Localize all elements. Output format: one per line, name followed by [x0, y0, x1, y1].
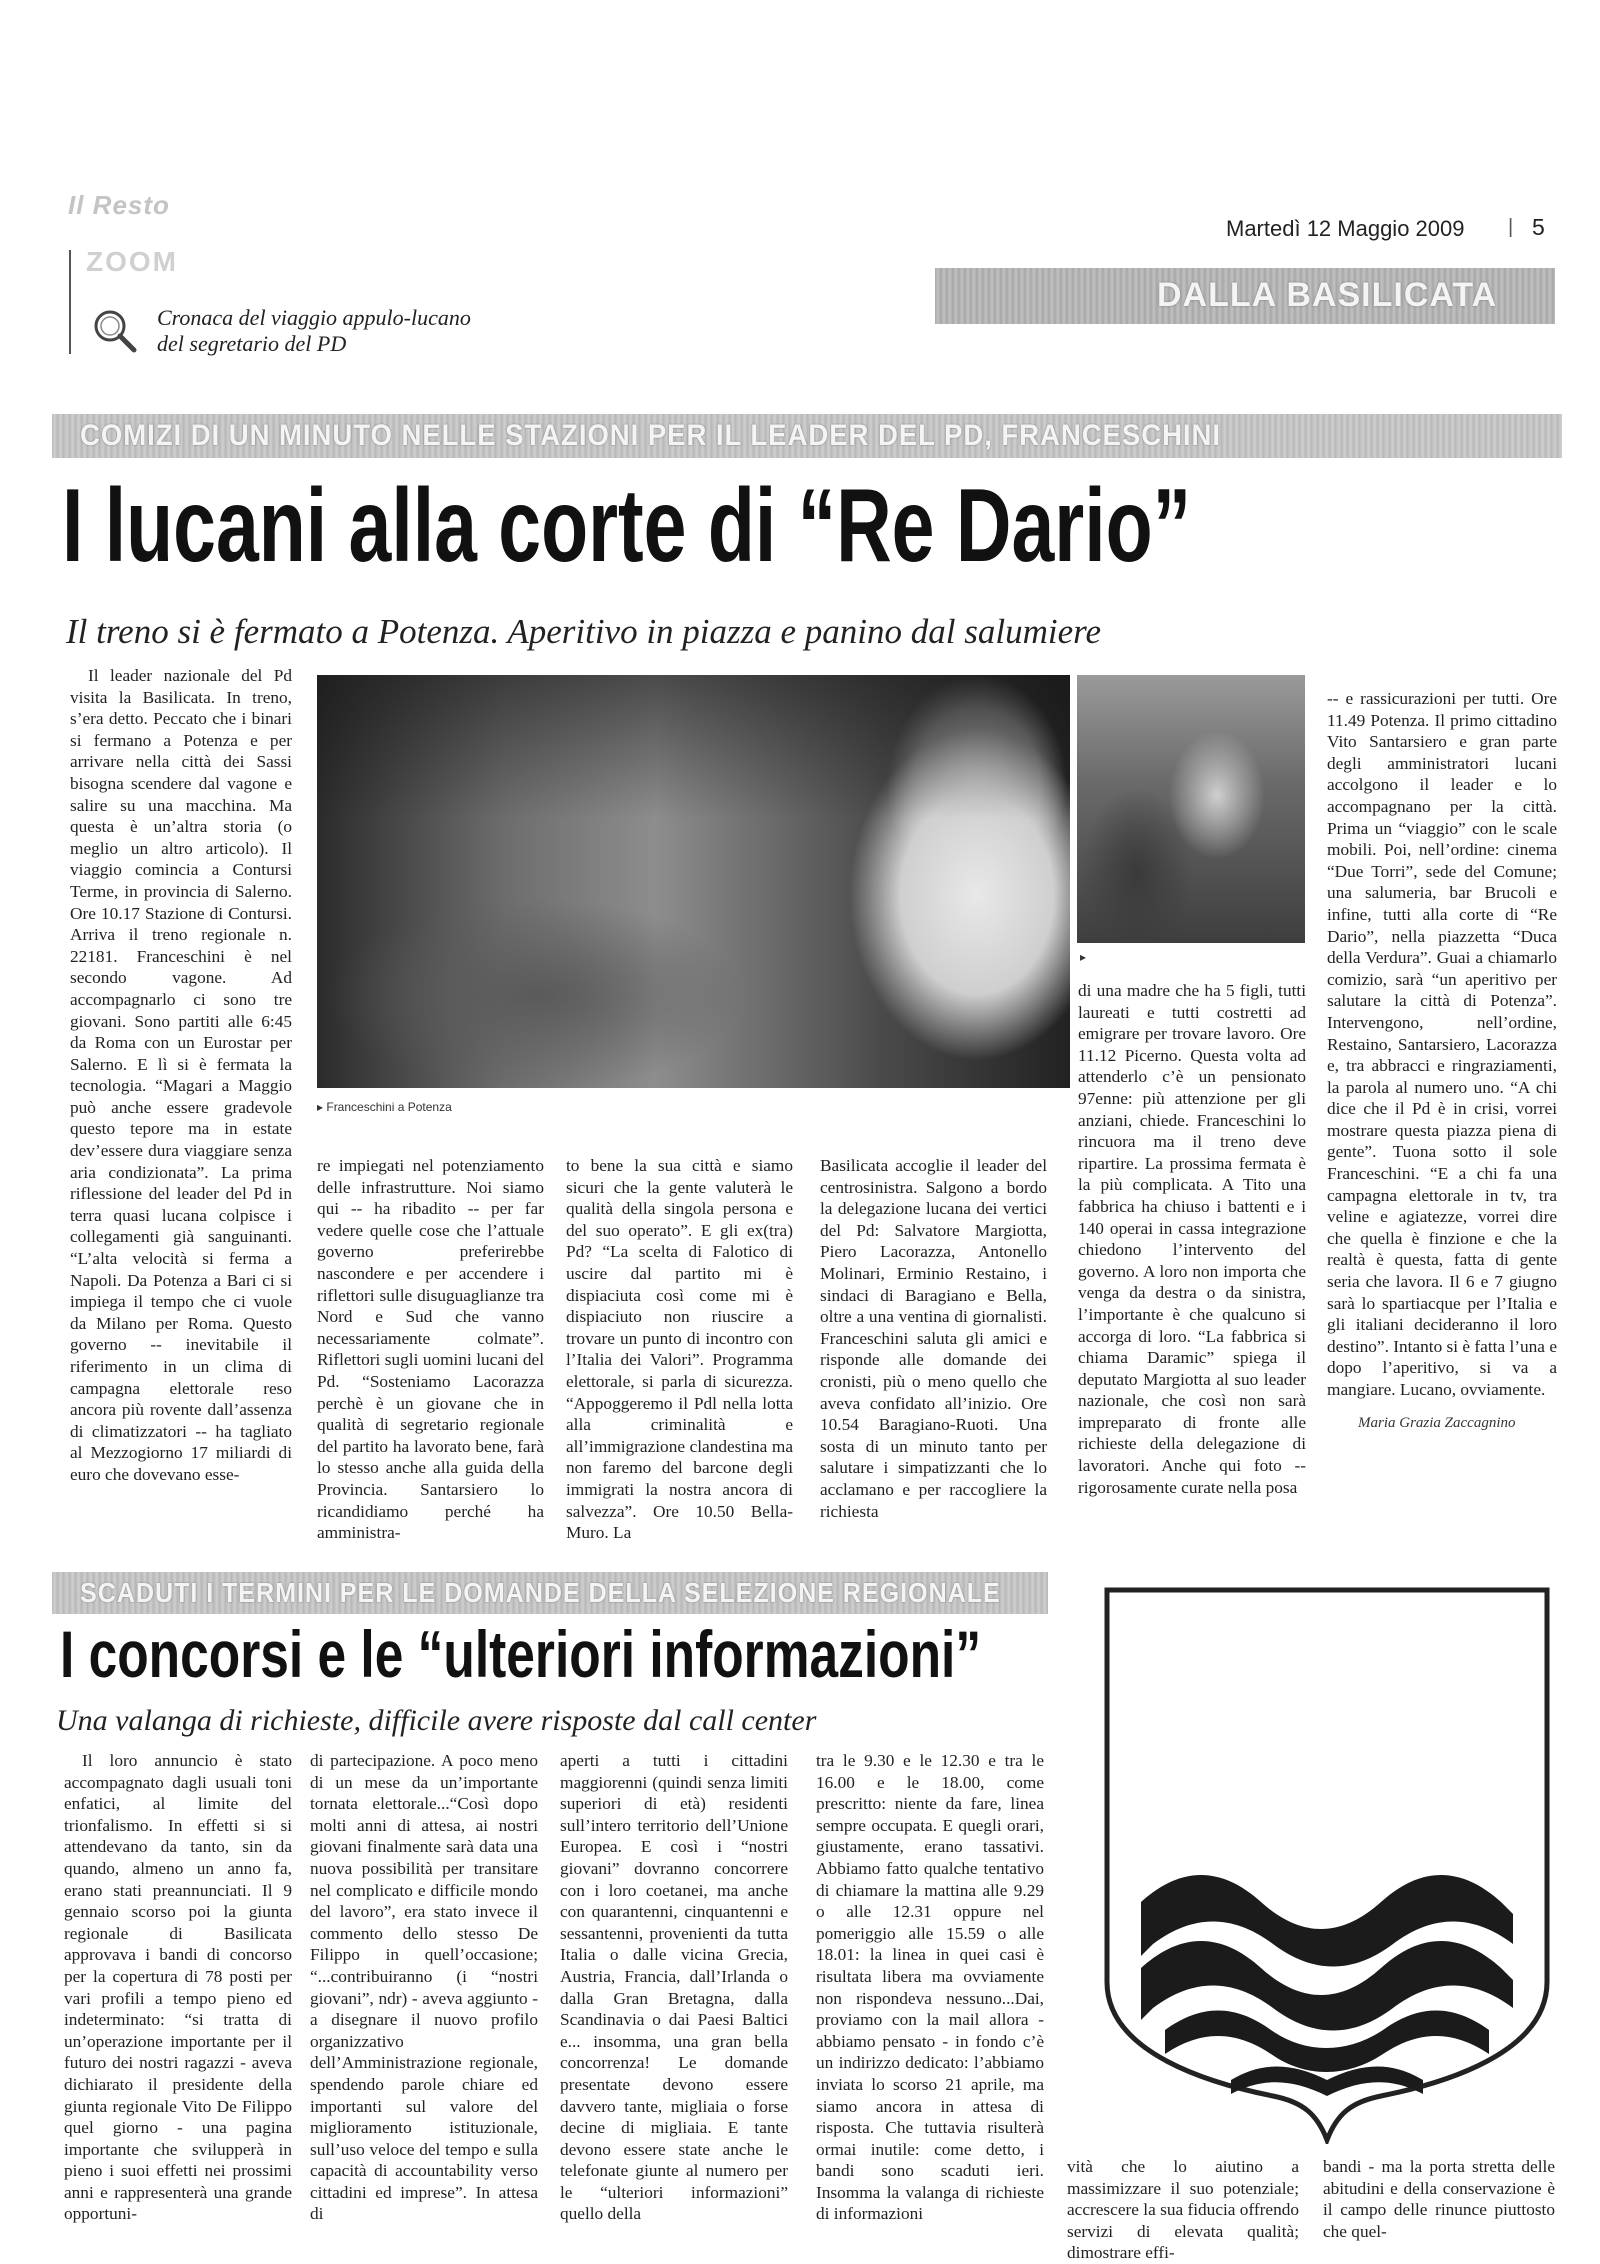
zoom-label: ZOOM [86, 246, 178, 277]
article2-col2-text: di partecipazione. A poco meno di un mese da un’importante tornata elettorale...“Così dopo molti anni di attesa, ai nostri giovani finalmente sarà data una nuova possibilità per transitare nel complicato e difficile mondo del lavoro”, era stato invece il commento dello stesso De Filippo in quell’occasione; “...contribuiranno (i “nostri giovani”, ndr) - aveva aggiunto - a disegnare il nuovo profilo organizzativo dell’Amministrazione regionale, spendendo parole chiare ed importanti sul valore del miglioramento istituzionale, sull’uso veloce del tempo e sulla capacità di accountability verso cittadini ed imprese”. In attesa di [310, 1751, 538, 2224]
zoom-summary-line1: Cronaca del viaggio appulo-lucano [157, 305, 471, 330]
article1-col3-text: to bene la sua città e siamo sicuri che la gente valuterà le qualità della singola persona e del suo operato”. E gli ex(tra) Pd? “La scelta di Falotico di uscire dal partito mi è dispiaciuta così come mi è dispiaciuto non riuscire a trovare un punto di incontro con l’Italia dei Valori”. Programma elettorale, si parla di sicurezza. “Appoggeremo il Pdl nella lotta alla criminalità e all’immigrazione clandestina ma non faremo del barcone degli immigrati la nostra ancora di salvezza”. Ore 10.50 Bella-Muro. La [566, 1156, 793, 1543]
article2-col3-text: aperti a tutti i cittadini maggiorenni (quindi senza limiti superiori di età) residenti sull’intero territorio dell’Unione Europea. E così i “nostri giovani” dovranno concorrere con i loro coetanei, ma anche con quarantenni, cinquantenni e sessantenni, provenienti da tutta Italia o dalle vicina Grecia, Austria, Francia, dall’Irlanda o dalla Gran Bretagna, dalla Scandinavia o dai Paesi Baltici e... insomma, una gran bella concorrenza! Le domande presentate devono essere davvero tante, migliaia o forse decine di migliaia. E tante devono essere state anche le telefonate giunte al numero per le “ulteriori informazioni” quello della [560, 1751, 788, 2224]
article2-col1 [64, 1750, 292, 2225]
article1-col6 [1327, 688, 1557, 1401]
masthead-logo: Il Resto [68, 190, 170, 220]
article1-col5-text: di una madre che ha 5 figli, tutti laureati e tutti costretti ad emigrare per trovare lavoro. Ore 11.12 Picerno. Questa volta ad attenderlo c’è un pensionato 97enne: più attenzione per gli anziani, chiede. Franceschini lo rincuora ma il treno deve ripartire. La prossima fermata è la più complicata. A Tito una fabbrica ha chiuso i battenti e i 140 operai in cassa integrazione chiedono l’intervento del governo. A loro non importa che venga da destra o da sinistra, l’importante è che qualcuno si accorga di loro. “La fabbrica si chiama Daramic” spiega il deputato Margiotta al suo leader nazionale, che così non sarà impreparato di fronte alle richieste della delegazione di lavoratori. Anche qui foto -- rigorosamente curate nella posa [1078, 981, 1306, 1497]
caption-arrow-icon: ▸ [317, 1100, 327, 1114]
article1-subheadline: Il treno si è fermato a Potenza. Aperitivo in piazza e panino dal salumiere [66, 612, 1101, 651]
article1-side-photo [1077, 675, 1305, 943]
article1-col1 [70, 665, 292, 1486]
article1-col2-text: re impiegati nel potenziamento delle infrastrutture. Noi siamo qui -- ha ribadito -- per far vedere quelle cose che l’attuale governo preferirebbe nascondere e per accendere i riflettori sulle disuguaglianze tra Nord e Sud che vanno necessariamente colmate”. Riflettori sugli uomini lucani del Pd. “Sosteniamo Lacorazza perchè è un giovane che in qualità di segretario regionale del partito ha lavorato bene, farà lo stesso anche alla guida della Provincia. Santarsiero lo ricandidiamo perché ha amministra- [317, 1156, 544, 1543]
region-emblem-icon [1101, 1584, 1553, 2144]
article2-col5 [1067, 2156, 1299, 2264]
article1-col5 [1078, 980, 1306, 1498]
masthead-separator: | [1508, 216, 1514, 238]
article1-headline: I lucani alla corte di “Re Dario” [62, 468, 1192, 584]
article1-col2 [317, 1155, 544, 1544]
article2-col1-text: Il loro annuncio è stato accompagnato dagli usuali toni enfatici, al limite del trionfalismo. In effetti si si attendevano da tanto, sin da quando, almeno un anno fa, erano stati preannunciati. Il 9 gennaio scorso poi la giunta regionale di Basilicata approvava i bandi di concorso per la copertura di 78 posti per vari profili a tempo pieno ed indeterminato: “si tratta di un’operazione importante per il futuro dei nostri ragazzi - aveva dichiarato il presidente della giunta regionale Vito De Filippo quel giorno - una pagina importante che svilupperà in pieno i suoi effetti nei prossimi anni e rappresenterà una grande opportuni- [64, 1751, 292, 2224]
article1-col4-text: Basilicata accoglie il leader del centrosinistra. Salgono a bordo la delegazione lucana dei vertici del Pd: Salvatore Margiotta, Piero Lacorazza, Antonello Molinari, Erminio Restaino, i sindaci di Baragiano e Bella, oltre a una ventina di giornalisti. Franceschini saluta gli amici e risponde alle domande dei cronisti, più o meno quello che aveva confidato all’inizio. Ore 10.54 Baragiano-Ruoti. Una sosta di un minuto tanto per salutare i simpatizzanti che lo acclamano e per raccogliere la richiesta [820, 1156, 1047, 1521]
article2-kicker: SCADUTI I TERMINI PER LE DOMANDE DELLA SELEZIONE REGIONALE [80, 1577, 1001, 1608]
masthead-date: Martedì 12 Maggio 2009 [1226, 216, 1465, 241]
article1-col1-text: Il leader nazionale del Pd visita la Basilicata. In treno, s’era detto. Peccato che i binari si fermano a Potenza e per arrivare nella città dei Sassi bisogna scendere dal vagone e salire su una macchina. Ma questa è un’altra storia (o meglio un altro articolo). Il viaggio comincia a Contursi Terme, in provincia di Salerno. Ore 10.17 Stazione di Contursi. Arriva il treno regionale n. 22181. Franceschini è nel secondo vagone. Ad accompagnarlo ci sono tre giovani. Sono partiti alle 6:45 da Roma con un Eurostar per Salerno. E lì si è fermata la tecnologia. “Magari a Maggio può anche essere gradevole questo tepore ma in estate dev’essere dura viaggiare senza aria condizionata”. La prima riflessione del leader del Pd in terra quasi lucana colpisce i collegamenti già sanguinanti. “L’alta velocità si ferma a Napoli. Da Potenza a Bari ci si impiega il tempo che ci vuole da Milano per Roma. Questo governo -- inevitabile il riferimento in un clima di campagna elettorale reso ancora più rovente dall’assenza di climatizzatori -- ha tagliato al Mezzogiorno 17 miliardi di euro che dovevano esse- [70, 666, 292, 1484]
article2-col2 [310, 1750, 538, 2225]
regional-banner [935, 268, 1555, 324]
article2-headline: I concorsi e le “ulteriori informazioni” [60, 1617, 982, 1691]
article1-photo-caption-text: Franceschini a Potenza [326, 1100, 452, 1114]
article2-col3 [560, 1750, 788, 2225]
article2-col6-text: bandi - ma la porta stretta delle abitudini e della conservazione è il campo delle rinunce piuttosto che quel- [1323, 2157, 1555, 2241]
article2-kicker-bar [52, 1572, 1048, 1614]
article1-kicker: COMIZI DI UN MINUTO NELLE STAZIONI PER IL LEADER DEL PD, FRANCESCHINI [80, 419, 1221, 452]
article2-col6 [1323, 2156, 1555, 2242]
article1-col4 [820, 1155, 1047, 1522]
article1-col6-text: -- e rassicurazioni per tutti. Ore 11.49 Potenza. Il primo cittadino Vito Santarsiero e gran parte degli amministratori lucani accolgono il leader e lo accompagnano per la città. Prima un “viaggio” con le scale mobili. Poi, nell’ordine: cinema “Due Torri”, sede del Comune; una salumeria, bar Brucoli e infine, tutti alla corte di “Re Dario”, nella piazzetta “Duca della Verdura”. Guai a chiamarlo comizio, sarà “un aperitivo per salutare la città di Potenza”. Intervengono, nell’ordine, Restaino, Santarsiero, Lacorazza e, tra abbracci e ringraziamenti, la parola al numero uno. “A chi dice che il Pd è in crisi, vorrei mostrare questa piazza piena di gente”. Tuona sotto il sole Franceschini. “E a chi fa una campagna elettorale in tv, tra veline e agiatezze, vorrei dire che quella è finzione e che la realtà è questa, fatta di gente seria che lavora. Il 6 e 7 giugno sarà lo spartiacque per l’Italia e gli italiani decideranno il loro destino”. Intanto si è fatta l’una e dopo l’aperitivo, si va a mangiare. Lucano, ovviamente. [1327, 689, 1557, 1399]
article1-kicker-bar [52, 414, 1562, 458]
side-photo-arrow-icon: ▸ [1080, 950, 1087, 964]
article2-subheadline: Una valanga di richieste, difficile avere risposte dal call center [56, 1704, 817, 1737]
article1-main-photo [317, 675, 1070, 1088]
article1-photo-caption [317, 1100, 452, 1114]
regional-banner-label: DALLA BASILICATA [1157, 276, 1498, 314]
zoom-summary-line2: del segretario del PD [157, 331, 347, 356]
article1-col3 [566, 1155, 793, 1544]
article2-col4 [816, 1750, 1044, 2225]
article2-col5-text: vità che lo aiutino a massimizzare il suo potenziale; accrescere la sua fiducia offrendo servizi di elevata qualità; dimostrare effi- [1067, 2157, 1299, 2263]
article2-col4-text: tra le 9.30 e le 12.30 e tra le 16.00 e le 18.00, come prescritto: niente da fare, linea sempre occupata. E quegli orari, giustamente, erano tassativi. Abbiamo fatto qualche tentativo di chiamare la mattina alle 9.29 o alle 12.31 oppure nel pomeriggio alle 15.59 o alle 18.01: la linea in quei casi è risultata libera ma ovviamente non rispondeva nessuno...Dai, proviamo con la mail allora - abbiamo pensato - in fondo c’è un indirizzo dedicato: l’abbiamo inviata lo scorso 21 aprile, ma siamo ancora in attesa di risposta. Che tuttavia risulterà ormai inutile: come detto, i bandi sono scaduti ieri. Insomma la valanga di richieste di informazioni [816, 1751, 1044, 2224]
masthead-page-number: 5 [1532, 214, 1545, 240]
zoom-rule [69, 250, 71, 354]
search-icon [90, 306, 138, 354]
article1-byline: Maria Grazia Zaccagnino [1358, 1415, 1516, 1431]
